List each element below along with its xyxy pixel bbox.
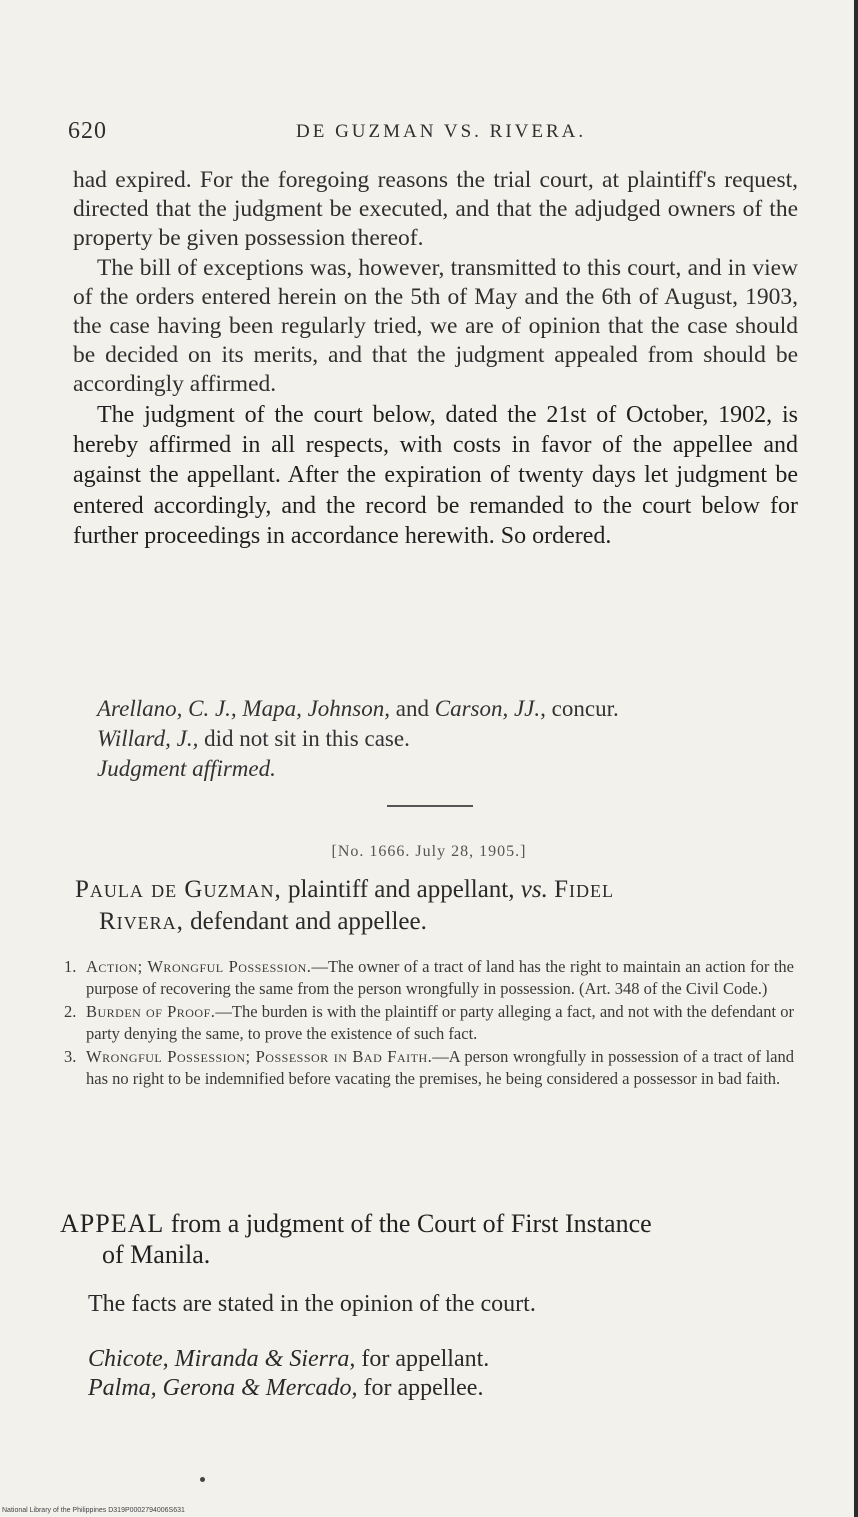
- counsel: [88, 1345, 489, 1403]
- counsel-role: for appellant.: [361, 1346, 490, 1372]
- page-number: 620: [68, 118, 107, 144]
- case-title-line: [75, 874, 800, 906]
- syllabus-heading: Wrongful Possession; Possessor in Bad Faith.: [86, 1047, 433, 1067]
- opinion-body: [73, 166, 798, 552]
- versus: vs.: [520, 876, 548, 903]
- counsel-line: [88, 1345, 489, 1374]
- syllabus-item: [64, 1046, 794, 1089]
- syllabus-text: —The owner of a tract of land has the right to maintain an action for the purpose of recovering the same from the person wrongfully in possession. (Art. 348 of the Civil Code.): [86, 957, 794, 998]
- scan-footer: National Library of the Philippines D319P0002794006S631: [2, 1507, 185, 1514]
- syllabus-number: 1.: [64, 957, 77, 976]
- syllabus-text: —The burden is with the plaintiff or party alleging a fact, and not with the defendant or party denying the same, to prove the existence of such fact.: [86, 1002, 794, 1043]
- facts-statement: The facts are stated in the opinion of the court.: [88, 1291, 536, 1317]
- case-title-line: [75, 906, 800, 938]
- appeal-statement: [60, 1208, 800, 1270]
- defendant-role: defendant and appellee.: [190, 908, 427, 935]
- counsel-names: Chicote, Miranda & Sierra,: [88, 1346, 356, 1372]
- case-title: [75, 874, 800, 938]
- paragraph: The judgment of the court below, dated the 21st of October, 1902, is hereby affirmed in all respects, with costs in favor of the appellee and against the appellant. After the expiration of twenty days let judgment be entered accordingly, and the record be remanded to the court below for further proceedings in accordance herewith. So ordered.: [73, 401, 798, 550]
- absent-text: did not sit in this case.: [204, 726, 410, 751]
- appeal-lead: APPEAL: [60, 1209, 165, 1238]
- running-head: DE GUZMAN VS. RIVERA.: [296, 121, 587, 142]
- counsel-role: for appellee.: [363, 1375, 484, 1401]
- concur-word: concur.: [551, 696, 619, 721]
- counsel-line: [88, 1374, 489, 1403]
- appeal-line: [60, 1208, 800, 1239]
- judge-last: Carson, JJ.,: [434, 696, 546, 721]
- absent-line: [97, 724, 817, 754]
- syllabus-heading: Burden of Proof.: [86, 1002, 216, 1022]
- page-edge-shadow: [854, 0, 858, 1517]
- syllabus-text: —A person wrongfully in possession of a tract of land has no right to be indemnified before vacating the premises, he being considered a possessor in bad faith.: [86, 1047, 794, 1088]
- defendant-last-name: Rivera,: [99, 908, 184, 935]
- syllabus-number: 2.: [64, 1002, 77, 1022]
- paragraph: The bill of exceptions was, however, transmitted to this court, and in view of the orders entered herein on the 5th of May and the 6th of August, 1903, the case having been regularly tried, we are of opinion that the case should be decided on its merits, and that the judgment appealed from should be accordingly affirmed.: [73, 254, 798, 398]
- judgment-result: Judgment affirmed.: [97, 756, 276, 781]
- concurrence: [97, 694, 817, 784]
- judges-names: Arellano, C. J., Mapa, Johnson,: [97, 696, 391, 721]
- concurrence-line: [97, 694, 817, 724]
- section-divider: [387, 805, 473, 807]
- ink-speck: [200, 1477, 205, 1482]
- syllabus-number: 3.: [64, 1047, 77, 1067]
- syllabus: [64, 956, 794, 1092]
- absent-judge: Willard, J.,: [97, 726, 199, 751]
- case-number: [No. 1666. July 28, 1905.]: [331, 843, 527, 860]
- syllabus-heading: Action; Wrongful Possession.: [86, 957, 312, 976]
- syllabus-item: [64, 956, 794, 999]
- plaintiff-role: plaintiff and appellant,: [287, 876, 515, 903]
- syllabus-item: [64, 1001, 794, 1044]
- result-line: [97, 754, 817, 784]
- counsel-names: Palma, Gerona & Mercado,: [88, 1375, 358, 1401]
- plaintiff-name: Paula de Guzman,: [75, 876, 282, 903]
- appeal-text: from a judgment of the Court of First Instance: [170, 1209, 652, 1238]
- paragraph: had expired. For the foregoing reasons the trial court, at plaintiff's request, directed that the judgment be executed, and that the adjudged owners of the property be given possession thereof.: [73, 167, 798, 252]
- and-word: and: [395, 696, 429, 721]
- appeal-line: of Manila.: [102, 1240, 211, 1269]
- page-header: [68, 118, 768, 148]
- defendant-first-name: Fidel: [554, 876, 614, 903]
